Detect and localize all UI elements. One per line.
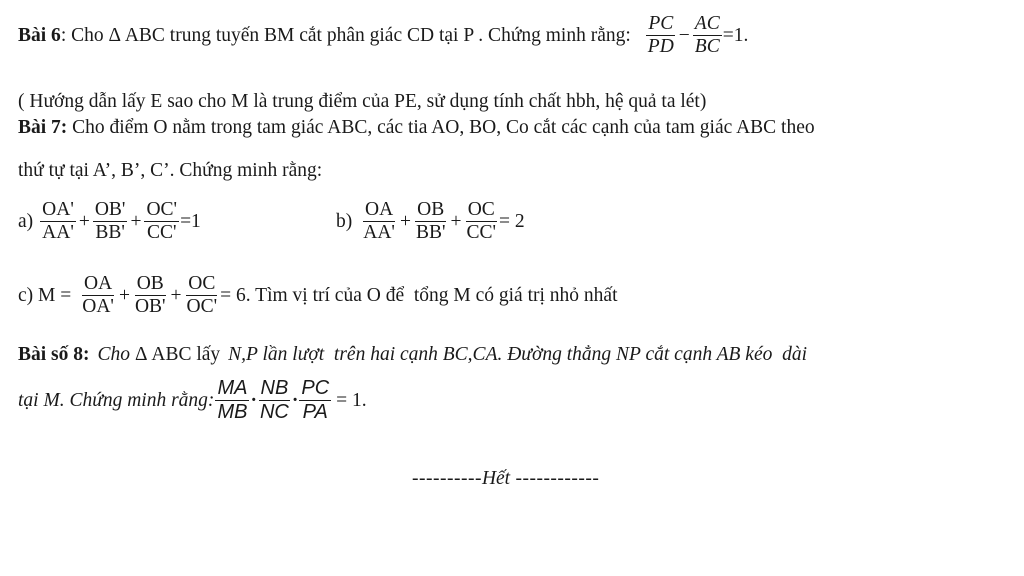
bai7-label: Bài 7: — [18, 117, 68, 138]
frac-nb-nc: $\frac{NB}{NC}$ — [259, 377, 289, 423]
bai7-statement-line1 — [18, 117, 815, 139]
frac-ma-mb: $\frac{MA}{MB}$ — [217, 377, 248, 423]
part-b-label: b) — [336, 210, 353, 232]
bai7-part-c: c) M = $\frac{OA}{OA'}$ + $\frac{OB}{OB'}$ + $\frac{OC}{OC'}$ = 6 . Tìm vị trí của O để tổng M có giá trị nhỏ nhất — [18, 273, 618, 318]
bai6-frac-ac-bc: $\frac{AC}{BC}$ — [694, 13, 720, 58]
part-c-label: c) M = — [18, 284, 72, 306]
bai7-part-b: b) $\frac{OA}{AA'}$ + $\frac{OB}{BB'}$ + $\frac{OC}{CC'}$ = 2 — [336, 199, 525, 244]
bai6-rhs: =1. — [722, 24, 749, 46]
bai8-label: Bài số 8: — [18, 344, 90, 365]
bai6-frac-pc-pd: $\frac{PC}{PD}$ — [647, 13, 674, 58]
bai7-text1: Cho điểm O nằm trong tam giác ABC, các tia AO, BO, Co cắt các cạnh của tam giác ABC theo — [67, 117, 815, 138]
part-b-rhs: = 2 — [499, 210, 525, 232]
bai6-hint: ( Hướng dẫn lấy E sao cho M là trung điểm của PE, sử dụng tính chất hbh, hệ quả ta lét) — [18, 91, 707, 112]
part-c-text: . Tìm vị trí của O để tổng M có giá trị nhỏ nhất — [245, 284, 618, 306]
bai7-statement-line2: thứ tự tại A’, B’, C’. Chứng minh rằng: — [18, 160, 323, 181]
part-c-rhs: = 6 — [220, 284, 246, 306]
frac-ob-bb: $\frac{OB'}{BB'}$ — [94, 199, 126, 244]
bai8-statement-line1: Bài số 8: Cho Δ ABC lấy N,P lần lượt trên hai cạnh BC,CA. Đường thẳng NP cắt cạnh AB kéo dài — [18, 344, 808, 365]
bai7-part-a: a) $\frac{OA'}{AA'}$ + $\frac{OB'}{BB'}$ + $\frac{OC'}{CC'}$ =1 — [18, 199, 201, 244]
end-marker: ---------- Hết ------------ — [412, 468, 600, 489]
minus-sign: − — [678, 24, 690, 46]
frac-oc-cc: $\frac{OC'}{CC'}$ — [146, 199, 178, 244]
bai6-statement — [18, 14, 748, 58]
part-a-label: a) — [18, 210, 34, 232]
bai8-statement-line2: tại M. Chứng minh rằng: $\frac{MA}{MB}$ · $\frac{NB}{NC}$ · $\frac{PC}{PA}$ = 1. — [18, 377, 367, 423]
frac-pc-pa: $\frac{PC}{PA}$ — [301, 377, 330, 423]
bai8-rhs: = 1. — [336, 389, 367, 411]
frac-oa-aa: $\frac{OA'}{AA'}$ — [42, 199, 74, 244]
bai6-text: : Cho Δ ABC trung tuyến BM cắt phân giác CD tại P . Chứng minh rằng: — [60, 24, 631, 46]
part-a-rhs: =1 — [180, 210, 201, 232]
bai6-label: Bài 6 — [18, 24, 61, 46]
